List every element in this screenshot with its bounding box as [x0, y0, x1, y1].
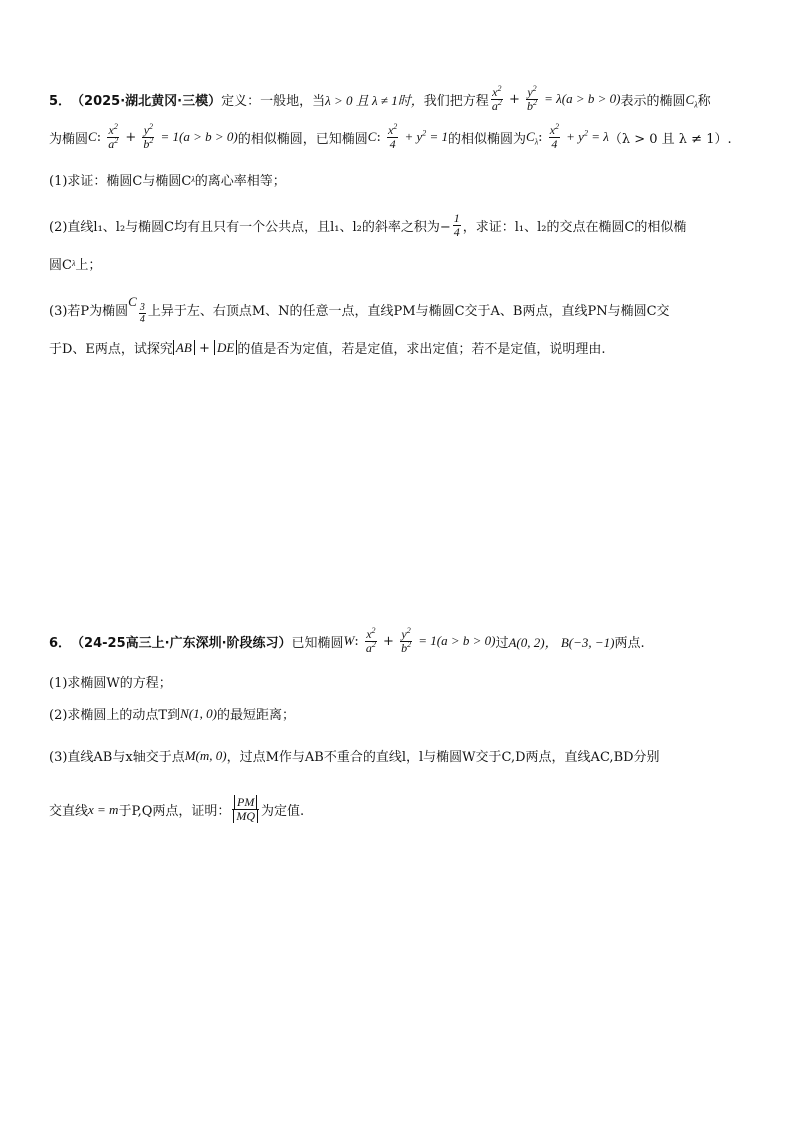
problem5-text-similar-is: 的相似椭圆为 [448, 132, 527, 147]
problem5-lambda-condition: λ > 0 且 λ ≠ 1时， [325, 93, 424, 108]
problem6-text-known: 已知椭圆 [291, 636, 344, 651]
problem5-number: 5． [49, 94, 72, 109]
problem5-source: （2025·湖北黄冈·三模） [71, 94, 222, 109]
problem6-pm-over-mq: $\frac{PM}{MQ}$ [232, 796, 259, 823]
problem5-text-represents: 表示的椭圆 [620, 94, 686, 109]
problem5-part2 [49, 212, 686, 239]
problem6-part2-text-b: 的最短距离； [216, 708, 295, 723]
problem6-text-two-points: 两点. [614, 636, 645, 651]
problem5-text-for-ellipse: 为椭圆 [49, 132, 89, 147]
problem5-ab-plus-de: AB + DE [173, 340, 237, 356]
problem6-ellipse-w-equation: W: $\frac{x^2}{a^2}$ + $\frac{y^2}{b^2}$ = 1(a > b > 0) [343, 626, 496, 655]
problem6-point-m: M(m, 0) [184, 747, 227, 763]
problem5-c-lambda-equation: $C_\lambda$: $\frac{x^2}{4}$ + $y^2 = \lambda$ [526, 122, 609, 151]
problem6-part3-cont [49, 796, 304, 823]
problem5-part3-cont [49, 338, 605, 357]
problem5-text-equation-intro: 我们把方程 [423, 94, 489, 109]
problem6-part2 [49, 704, 295, 723]
problem5-text-definition: 定义：一般地，当 [221, 94, 326, 109]
problem6-part1-text: (1)求椭圆W的方程； [49, 676, 172, 691]
problem5-part1-text: (1)求证：椭圆C与椭圆C [49, 174, 192, 189]
problem6-part3-text-b: ，过点M作与AB不重合的直线l，l与椭圆W交于C,D两点，直线AC,BD分别 [226, 750, 660, 765]
problem6-points: A(0, 2)， B(−3, −1) [508, 635, 615, 650]
problem5-c-three-quarters: C $\frac{3}{4}$ [128, 294, 145, 325]
problem5-part1-tail: 的离心率相等； [194, 174, 286, 189]
problem5-text-similar-known: 的相似椭圆，已知椭圆 [237, 132, 368, 147]
problem5-part2-cont: 圆C λ 上； [49, 254, 101, 273]
problem5-text-called: 称 [697, 94, 711, 109]
problem6-part3-text-e: 为定值. [261, 804, 305, 819]
problem5-quarter-fraction: $\frac{1}{4}$ [453, 211, 460, 239]
problem6-part3 [49, 746, 660, 765]
problem5-similar-ellipse-equation: $\frac{x^2}{a^2}$ + $\frac{y^2}{b^2}$ = λ(a > b > 0) [491, 84, 621, 113]
problem5-part3-text-d: 的值是否为定值，若是定值，求出定值；若不是定值，说明理由. [237, 342, 606, 357]
problem5-line2 [49, 124, 732, 151]
problem5-line1 [49, 86, 711, 113]
problem5-part3-text-b: 上异于左、右顶点M、N的任意一点，直线PM与椭圆C交于A、B两点，直线PN与椭圆C交 [147, 303, 670, 319]
problem5-part3-text: (3)若P为椭圆 [49, 303, 129, 319]
problem5-part1: (1)求证：椭圆C与椭圆C λ 的离心率相等； [49, 170, 286, 189]
problem5-lambda-condition-2: （λ > 0 且 λ ≠ 1）. [608, 132, 732, 147]
problem5-c-lambda: $C_\lambda$ [685, 91, 698, 110]
problem6-source: （24-25高三上·广东深圳·阶段练习） [71, 636, 292, 651]
problem6-text-through: 过 [495, 636, 509, 651]
problem5-part3-text-c: 于D、E两点，试探究 [49, 342, 173, 357]
problem5-part2-text-b: ，求证：l₁、l₂的交点在椭圆C的相似椭 [462, 220, 687, 235]
problem6-point-n: N(1, 0) [180, 705, 217, 721]
problem5-part2-text-c: 圆C [49, 258, 72, 273]
problem5-ellipse-c-equation: C: $\frac{x^2}{a^2}$ + $\frac{y^2}{b^2}$ = 1(a > b > 0) [88, 122, 238, 151]
problem5-part2-text-d: 上； [75, 258, 102, 273]
problem6-part2-text: (2)求椭圆上的动点T到 [49, 708, 181, 723]
problem6-part1 [49, 672, 172, 691]
problem6-line-x-m: x = m [88, 801, 119, 817]
problem5-part2-text: (2)直线l₁、l₂与椭圆C均有且只有一个公共点，且l₁、l₂的斜率之积为− [49, 220, 451, 235]
problem6-part3-text-d: 于P,Q两点，证明： [118, 804, 231, 819]
problem6-number: 6． [49, 636, 72, 651]
problem5-part3 [49, 294, 670, 325]
problem5-ellipse-c-given: C: $\frac{x^2}{4}$ + $y^2 = 1$ [367, 122, 449, 151]
problem6-part3-text: (3)直线AB与x轴交于点 [49, 750, 185, 765]
problem6-part3-text-c: 交直线 [49, 804, 89, 819]
problem6-line1 [49, 628, 645, 655]
